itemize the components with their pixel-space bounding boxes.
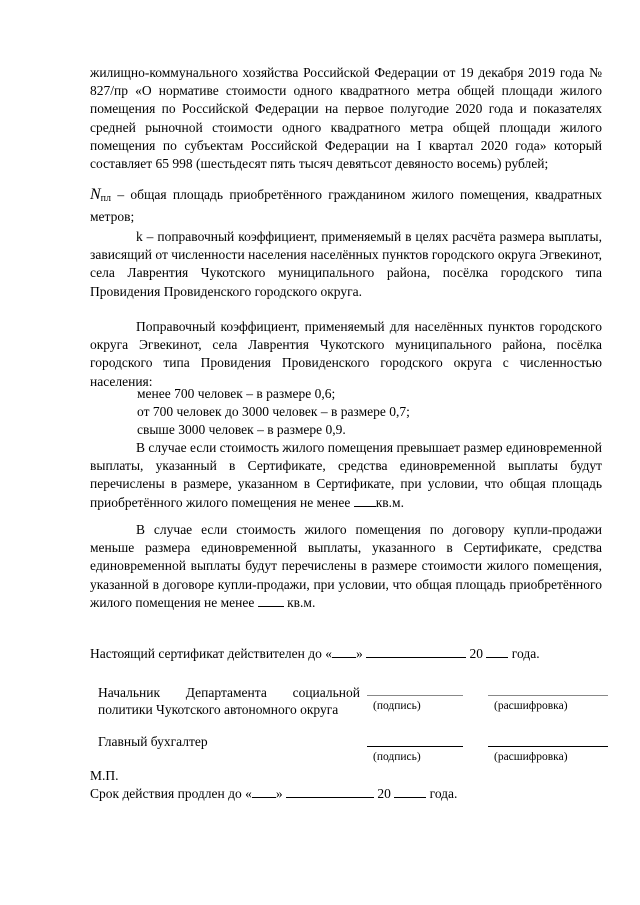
npl-symbol: N <box>90 186 101 203</box>
extension-year-blank[interactable] <box>394 785 426 798</box>
case-less-text: В случае если стоимость жилого помещения по договору купли-продажи меньше размера единовременной выплаты, указанного в Сертификате, средства единовременной выплаты будут перечислены в размере стоимости жилого помещения, указанной в договоре купли-продажи, при условии, что общая площадь приобретённого жилого помещения не менее <box>90 522 602 610</box>
list-item: от 700 человек до 3000 человек – в размере 0,7; <box>137 404 410 419</box>
validity-day-blank[interactable] <box>332 645 356 658</box>
seal-placeholder: М.П. <box>90 768 119 783</box>
accountant-title: Главный бухгалтер <box>98 734 208 749</box>
accountant-decode-line[interactable] <box>488 746 608 747</box>
signature-caption: (подпись) <box>373 751 421 763</box>
head-title: Начальник Департамента социальной политики Чукотского автономного округа <box>98 685 360 717</box>
extension-month-blank[interactable] <box>286 785 374 798</box>
case-exceeds-unit: кв.м. <box>375 494 404 510</box>
extension-day-blank[interactable] <box>252 785 276 798</box>
list-item: менее 700 человек – в размере 0,6; <box>137 386 336 401</box>
case-exceeds-paragraph <box>90 439 602 512</box>
validity-month-blank[interactable] <box>366 645 466 658</box>
case-less-paragraph <box>90 521 602 612</box>
npl-text: – общая площадь приобретённого гражданином жилого помещения, квадратных метров; <box>90 187 602 225</box>
head-signature-line[interactable] <box>367 695 463 696</box>
k-definition: k – поправочный коэффициент, применяемый в целях расчёта размера выплаты, зависящий от численности населения населённых пунктов городского округа Эгвекинот, села Лаврентия Чукотского муниципального района, посёлка городского типа Провидения Провиденского городского округа. <box>90 229 602 299</box>
extension-line: Срок действия продлен до « » 20 года. <box>90 786 458 801</box>
case-less-unit: кв.м. <box>287 594 316 610</box>
area-blank-2[interactable] <box>258 594 284 607</box>
head-decode-line[interactable] <box>488 695 608 696</box>
decode-caption: (расшифровка) <box>494 700 568 712</box>
list-item: свыше 3000 человек – в размере 0,9. <box>137 422 346 437</box>
npl-subscript: пл <box>100 193 112 204</box>
accountant-signature-line[interactable] <box>367 746 463 747</box>
validity-year-blank[interactable] <box>486 645 508 658</box>
decode-caption: (расшифровка) <box>494 751 568 763</box>
signature-caption: (подпись) <box>373 700 421 712</box>
regulation-paragraph: жилищно-коммунального хозяйства Российской Федерации от 19 декабря 2019 года № 827/пр «О нормативе стоимости одного квадратного метра общей площади жилого помещения по Российской Федерации на первое полугодие 2020 года и показателях средней рыночной стоимости одного квадратного метра общей площади жилого помещения по субъектам Российской Федерации на I квартал 2020 года» который составляет 65 998 (шестьдесят пять тысяч девятьсот девяносто восемь) рублей; <box>90 65 602 172</box>
coefficient-paragraph: Поправочный коэффициент, применяемый для населённых пунктов городского округа Эгвекинот, села Лаврентия Чукотского муниципального района, посёлка городского типа Провидения Провиденского городского округа с численностью населения: <box>90 319 602 389</box>
npl-definition <box>90 186 602 226</box>
case-exceeds-text: В случае если стоимость жилого помещения превышает размер единовременной выплаты, указанный в Сертификате, средства единовременной выплаты будут перечислены в размере, указанном в Сертификате, при условии, что общая площадь приобретённого жилого помещения не менее <box>90 440 603 510</box>
validity-line: Настоящий сертификат действителен до « » 20 года. <box>90 646 540 661</box>
area-blank-1[interactable] <box>354 494 376 507</box>
